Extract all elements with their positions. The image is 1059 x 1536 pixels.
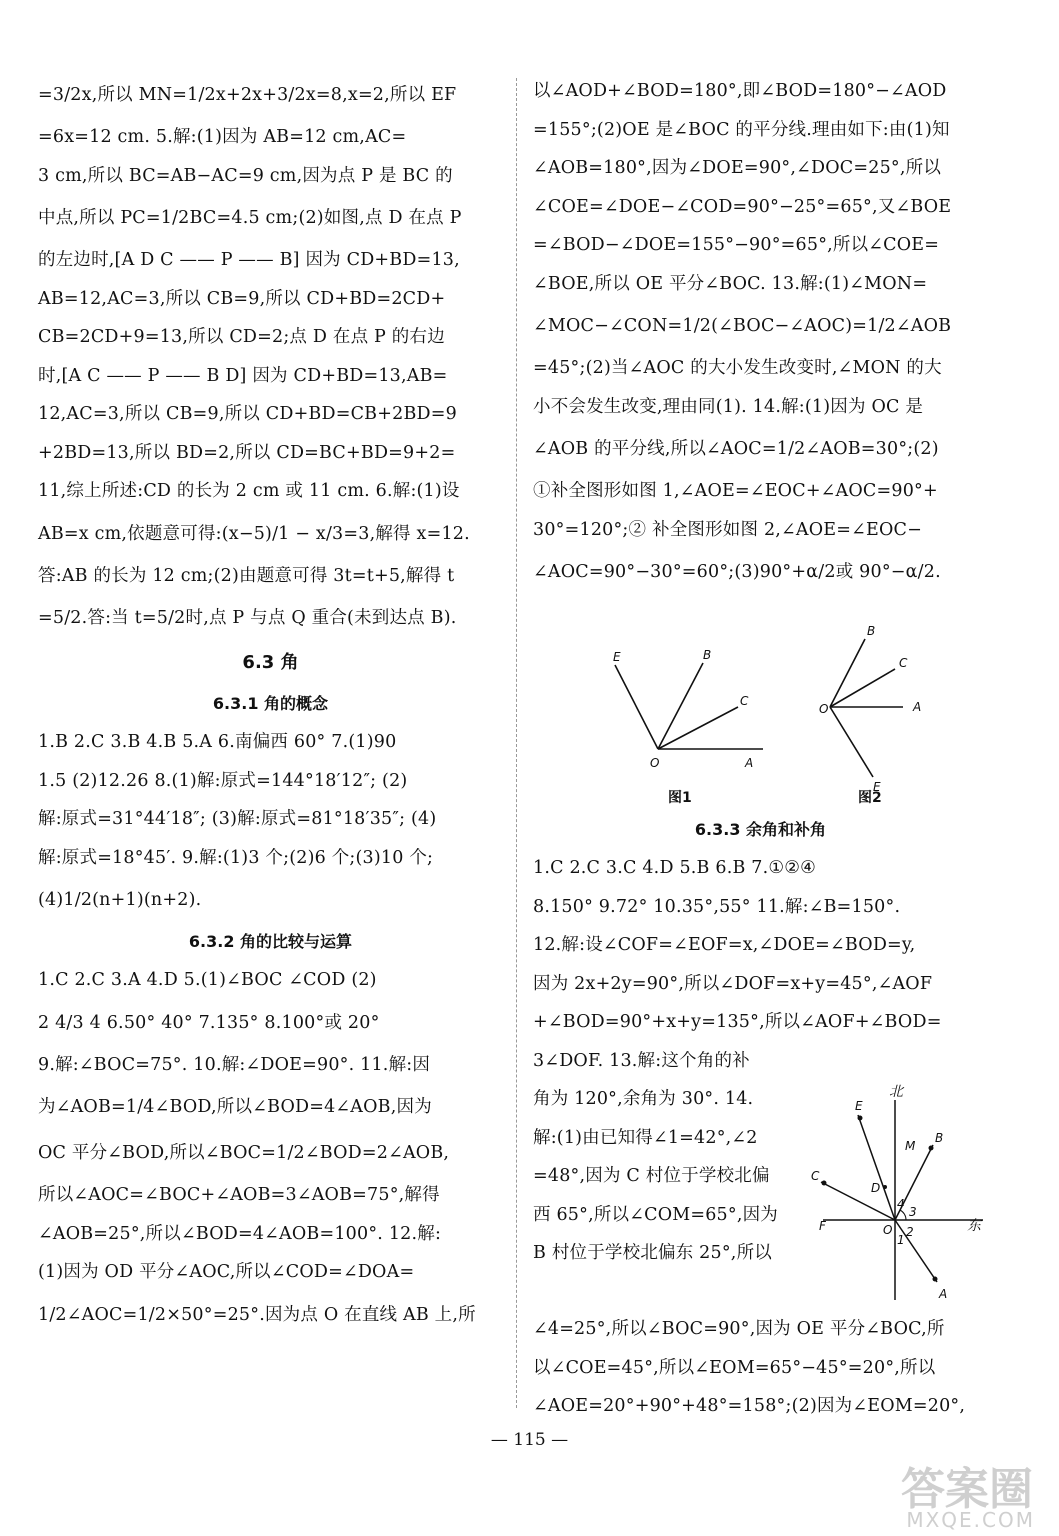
label-f-compass: F (819, 1219, 826, 1233)
text-line: (1)因为 OD 平分∠AOC,所以∠COD=∠DOA= (38, 1262, 415, 1282)
subsection-title: 6.3.2 角的比较与运算 (188, 932, 353, 951)
label-o-2: O (819, 702, 829, 716)
text-line: 因为 2x+2y=90°,所以∠DOF=x+y=45°,∠AOF (533, 973, 933, 994)
text-line: ①补全图形如图 1,∠AOE=∠EOC+∠AOC=90°+ (533, 481, 938, 501)
compass-diagram (803, 1080, 988, 1310)
text-line: 1.5 (2)12.26 8.(1)解:原式=144°18′12″; (2) (38, 770, 408, 791)
text-line: ∠COE=∠DOE−∠COD=90°−25°=65°,又∠BOE (533, 196, 952, 217)
label-b-2: B (867, 624, 876, 638)
subsection-title: 6.3.1 角的概念 (212, 694, 329, 713)
text-line: ∠AOB=180°,因为∠DOE=90°,∠DOC=25°,所以 (533, 158, 942, 178)
text-line: 11,综上所述:CD 的长为 2 cm 或 11 cm. 6.解:(1)设 (38, 481, 460, 501)
label-e-compass: E (855, 1099, 863, 1113)
text-line: ∠4=25°,所以∠BOC=90°,因为 OE 平分∠BOC,所 (533, 1319, 945, 1339)
ray-ob (658, 663, 703, 749)
label-a: A (745, 756, 754, 770)
text-line: ∠AOB 的平分线,所以∠AOC=1/2∠AOB=30°;(2) (533, 439, 939, 459)
label-angle-4: 4 (897, 1197, 905, 1211)
text-line: 解:(1)由已知得∠1=42°,∠2 (533, 1127, 758, 1148)
angle-arc (900, 1210, 906, 1220)
text-line: (4)1/2(n+1)(n+2). (38, 890, 202, 910)
label-angle-3: 3 (909, 1205, 917, 1219)
left-top-block (38, 72, 503, 641)
label-b-compass: B (935, 1131, 944, 1145)
text-line: 2 4/3 4 6.50° 40° 7.135° 8.100°或 20° (38, 1012, 380, 1033)
text-line: 1/2∠AOC=1/2×50°=25°.因为点 O 在直线 AB 上,所 (38, 1304, 476, 1325)
label-a-2: A (913, 700, 922, 714)
text-line: CB=2CD+9=13,所以 CD=2;点 D 在点 P 的右边 (38, 327, 445, 347)
angle-figures (533, 599, 988, 809)
right-top-block (533, 72, 988, 595)
compass-block (533, 1080, 988, 1310)
text-line: 的左边时,[A D C —— P —— B] 因为 CD+BD=13, (38, 250, 460, 270)
text-line: 答:AB 的长为 12 cm;(2)由题意可得 3t=t+5,解得 t (38, 565, 455, 586)
text-line: =155°;(2)OE 是∠BOC 的平分线.理由如下:由(1)知 (533, 119, 950, 140)
text-line: 9.解:∠BOC=75°. 10.解:∠DOE=90°. 11.解:因 (38, 1054, 431, 1075)
label-b: B (703, 648, 712, 662)
text-line: ∠BOE,所以 OE 平分∠BOC. 13.解:(1)∠MON= (533, 273, 928, 294)
ray-oc (658, 707, 738, 749)
label-e-2: E (873, 780, 881, 794)
watermark-url: MXQE.COM (906, 1508, 1035, 1532)
label-c: C (740, 694, 749, 708)
text-line: 为∠AOB=1/4∠BOD,所以∠BOD=4∠AOB,因为 (38, 1097, 432, 1117)
right-column (533, 72, 988, 1426)
point-e (858, 1116, 863, 1121)
figure-2-caption: 图2 (858, 790, 882, 806)
text-line: ∠AOE=20°+90°+48°=158°;(2)因为∠EOM=20°, (533, 1396, 966, 1416)
ray-oe (615, 665, 658, 749)
text-line: 以∠AOD+∠BOD=180°,即∠BOD=180°−∠AOD (533, 81, 947, 101)
subsection-title: 6.3.3 余角和补角 (694, 820, 827, 839)
text-line: 12,AC=3,所以 CB=9,所以 CD+BD=CB+2BD=9 (38, 404, 457, 424)
answers-632 (38, 961, 503, 1338)
text-line: +2BD=13,所以 BD=2,所以 CD=BC+BD=9+2= (38, 442, 456, 463)
text-line: AB=12,AC=3,所以 CB=9,所以 CD+BD=2CD+ (38, 288, 446, 309)
label-m-compass: M (905, 1139, 916, 1153)
ray-oa-compass (895, 1220, 937, 1282)
label-angle-2: 2 (906, 1225, 914, 1239)
label-a-compass: A (939, 1287, 948, 1301)
text-line: +∠BOD=90°+x+y=135°,所以∠AOF+∠BOD= (533, 1012, 942, 1032)
label-d-compass: D (871, 1181, 881, 1195)
text-line: 3 cm,所以 BC=AB−AC=9 cm,因为点 P 是 BC 的 (38, 165, 453, 186)
answers-633 (533, 849, 988, 1080)
label-c-compass: C (811, 1169, 820, 1183)
text-line: 解:原式=18°45′. 9.解:(1)3 个;(2)6 个;(3)10 个; (38, 847, 434, 868)
label-angle-1: 1 (897, 1233, 905, 1247)
text-line: 中点,所以 PC=1/2BC=4.5 cm;(2)如图,点 D 在点 P (38, 208, 462, 228)
text-line: 12.解:设∠COF=∠EOF=x,∠DOE=∠BOD=y, (533, 935, 916, 955)
text-line: =6x=12 cm. 5.解:(1)因为 AB=12 cm,AC= (38, 127, 407, 147)
point-c (822, 1181, 827, 1186)
text-line: 角为 120°,余角为 30°. 14. (533, 1089, 754, 1109)
label-o: O (650, 756, 660, 770)
right-bottom-block (533, 1310, 988, 1426)
text-line: 1.C 2.C 3.C 4.D 5.B 6.B 7.①②④ (533, 858, 817, 878)
watermark-logo: 答案圈 (901, 1464, 1033, 1515)
text-line: 1.B 2.C 3.B 4.B 5.A 6.南偏西 60° 7.(1)90 (38, 732, 397, 752)
text-line: 时,[A C —— P —— B D] 因为 CD+BD=13,AB= (38, 365, 448, 386)
point-a (933, 1277, 938, 1282)
compass-north-label: 北 (889, 1084, 903, 1100)
answers-631 (38, 723, 503, 923)
text-line: =3/2x,所以 MN=1/2x+2x+3/2x=8,x=2,所以 EF (38, 85, 457, 105)
text-line: B 村位于学校北偏东 25°,所以 (533, 1243, 772, 1263)
point-b (929, 1146, 934, 1151)
left-column (38, 72, 503, 1338)
text-line: =45°;(2)当∠AOC 的大小发生改变时,∠MON 的大 (533, 358, 942, 378)
text-line: 解:原式=31°44′18″; (3)解:原式=81°18′35″; (4) (38, 809, 437, 829)
text-line: 西 65°,所以∠COM=65°,因为 (533, 1204, 779, 1225)
label-c-2: C (899, 656, 908, 670)
figure-2-diagram (830, 639, 903, 777)
ray-oe-2 (830, 707, 873, 777)
page-number: — 115 — (490, 1430, 569, 1450)
figure-1-caption: 图1 (668, 790, 692, 806)
text-line: 以∠COE=45°,所以∠EOM=65°−45°=20°,所以 (533, 1357, 936, 1378)
label-e: E (613, 650, 621, 664)
label-o-compass: O (883, 1223, 893, 1237)
text-line: ∠MOC−∠CON=1/2(∠BOC−∠AOC)=1/2∠AOB (533, 316, 952, 336)
text-line: 8.150° 9.72° 10.35°,55° 11.解:∠B=150°. (533, 896, 901, 917)
text-line: ∠AOC=90°−30°=60°;(3)90°+α/2或 90°−α/2. (533, 562, 941, 582)
text-line: AB=x cm,依题意可得:(x−5)/1 − x/3=3,解得 x=12. (38, 523, 470, 544)
text-line: =48°,因为 C 村位于学校北偏 (533, 1166, 770, 1186)
text-line: 小不会发生改变,理由同(1). 14.解:(1)因为 OC 是 (533, 396, 924, 417)
text-line: 所以∠AOC=∠BOC+∠AOB=3∠AOB=75°,解得 (38, 1185, 440, 1205)
section-title: 6.3 角 (242, 652, 299, 673)
text-line: OC 平分∠BOD,所以∠BOC=1/2∠BOD=2∠AOB, (38, 1143, 450, 1163)
compass-east-label: 东 (967, 1218, 981, 1234)
text-line: 30°=120°;② 补全图形如图 2,∠AOE=∠EOC− (533, 519, 922, 540)
column-divider (516, 78, 517, 1408)
text-line: 1.C 2.C 3.A 4.D 5.(1)∠BOC ∠COD (2) (38, 970, 377, 990)
text-line: 3∠DOF. 13.解:这个角的补 (533, 1050, 750, 1071)
point-d (883, 1185, 887, 1189)
text-line: ∠AOB=25°,所以∠BOD=4∠AOB=100°. 12.解: (38, 1223, 442, 1244)
angle-figures-svg (533, 599, 988, 809)
text-line: =∠BOD−∠DOE=155°−90°=65°,所以∠COE= (533, 235, 940, 255)
text-line: =5/2.答:当 t=5/2时,点 P 与点 Q 重合(未到达点 B). (38, 608, 457, 628)
